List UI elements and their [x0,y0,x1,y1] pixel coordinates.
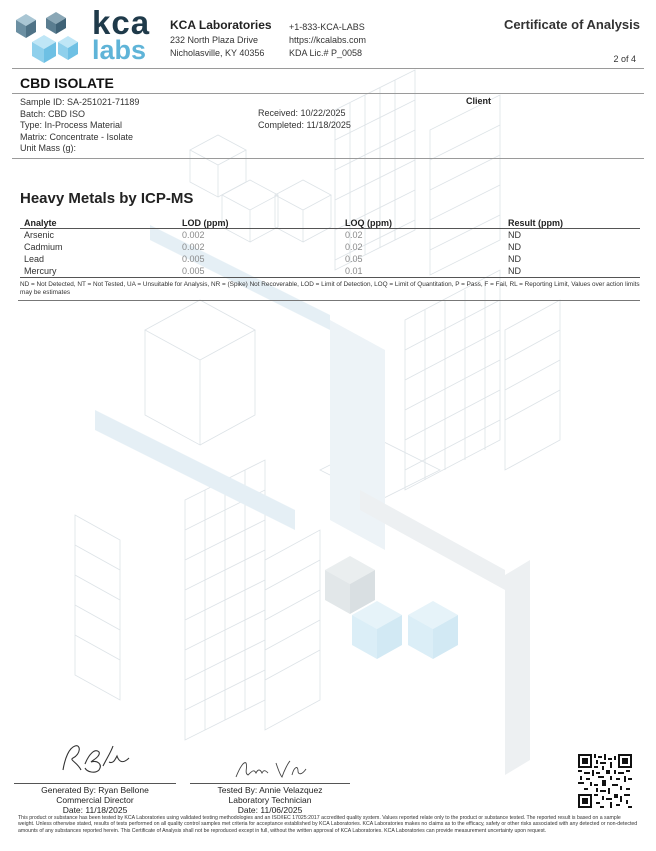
lod-cell: 0.002 [182,230,205,240]
result-cell: ND [504,265,640,278]
sample-batch: Batch: CBD ISO [20,108,86,119]
column-header-lod: LOD (ppm) [178,216,341,229]
tested-by-name: Tested By: Annie Velazquez [217,785,323,795]
lab-phone: +1-833-KCA-LABS [289,22,365,32]
lab-address-line1: 232 North Plaza Drive [170,35,259,45]
logo-wordmark-kca: kca [92,4,151,41]
lod-cell: 0.002 [182,242,205,252]
client-label: Client [466,96,492,106]
table-row [20,265,640,278]
lab-website-link[interactable]: https://kcalabs.com [289,35,367,45]
loq-cell: 0.01 [341,265,504,278]
result-cell: ND [508,230,521,240]
kca-logo-icon [12,10,82,66]
section-title: Heavy Metals by ICP-MS [20,190,194,207]
header-divider [12,68,644,69]
document-title: Certificate of Analysis [503,17,640,32]
completed-date: Completed: 11/18/2025 [258,119,351,130]
column-header-analyte: Analyte [20,216,178,229]
signature-right-image [232,755,312,783]
analyte-cell: Lead [24,254,45,264]
sample-divider [12,158,644,159]
qr-code-icon[interactable] [578,754,632,808]
signature-block-left [14,785,176,815]
received-date: Received: 10/22/2025 [258,108,346,118]
signature-line-left [14,783,176,784]
lod-cell: 0.005 [178,265,341,278]
loq-cell: 0.05 [345,254,363,264]
sample-id: Sample ID: SA-251021-71189 [20,97,140,107]
signature-block-right [190,785,350,815]
analyte-cell: Mercury [20,265,178,278]
table-row [20,253,640,265]
table-row [20,229,640,242]
product-divider [12,93,644,94]
abbreviation-legend: ND = Not Detected, NT = Not Tested, UA = Unsuitable for Analysis, NR = (Spike) Not Recoverable, LOD = Limit of Detection, LOQ = Limit of Quantitation, P = Pass, F = Fail, RL = Reporting Limit, Values over action limits may be estimates [20,281,640,296]
sample-matrix: Matrix: Concentrate - Isolate [20,131,134,142]
page-number: 2 of 4 [613,54,636,64]
loq-cell: 0.02 [345,242,363,252]
sample-details [20,97,139,155]
loq-cell: 0.02 [345,230,363,240]
result-cell: ND [508,254,521,264]
generated-by-date: Date: 11/18/2025 [62,805,128,815]
legend-divider [18,300,640,301]
tested-by-date: Date: 11/06/2025 [237,805,303,815]
generated-by-name: Generated By: Ryan Bellone [41,785,149,795]
signature-line-right [190,783,350,784]
table-header-row [20,216,640,229]
lab-license: KDA Lic.# P_0058 [289,48,363,58]
lab-name: KCA Laboratories [170,18,272,32]
generated-by-title: Commercial Director [56,795,134,805]
logo-wordmark-labs: labs [92,35,147,65]
sample-unit-mass: Unit Mass (g): [20,143,77,153]
sample-dates [258,108,351,131]
legal-disclaimer: This product or substance has been tested by KCA Laboratories using validated testing methodologies and an ISO/IEC 17025:2017 accredited quality system. Values reported relate only to the product or substance tested. The reported result is based on a sample weight. Unless otherwise stated, results of tests performed on all quality control samples met criteria for acceptance established by KCA Laboratories. KCA Laboratories makes no claims as to the efficacy, safety or other risks associated with any detected or non-detected amounts of any substances reported herein. This Certificate of Analysis shall not be reproduced except in full, without the written approval of KCA Laboratories. KCA Laboratories can provide measurement uncertainty upon request. [18,815,638,834]
lab-address-line2: Nicholasville, KY 40356 [170,48,265,58]
column-header-result: Result (ppm) [504,216,640,229]
product-name: CBD ISOLATE [20,75,114,91]
heavy-metals-table [20,216,640,278]
sample-type: Type: In-Process Material [20,120,123,130]
lod-cell: 0.005 [182,254,205,264]
tested-by-title: Laboratory Technician [228,795,312,805]
signature-left-image [55,740,135,782]
column-header-loq: LOQ (ppm) [341,216,504,229]
table-row [20,241,640,253]
analyte-cell: Arsenic [24,230,55,240]
result-cell: ND [508,242,521,252]
analyte-cell: Cadmium [24,242,63,252]
